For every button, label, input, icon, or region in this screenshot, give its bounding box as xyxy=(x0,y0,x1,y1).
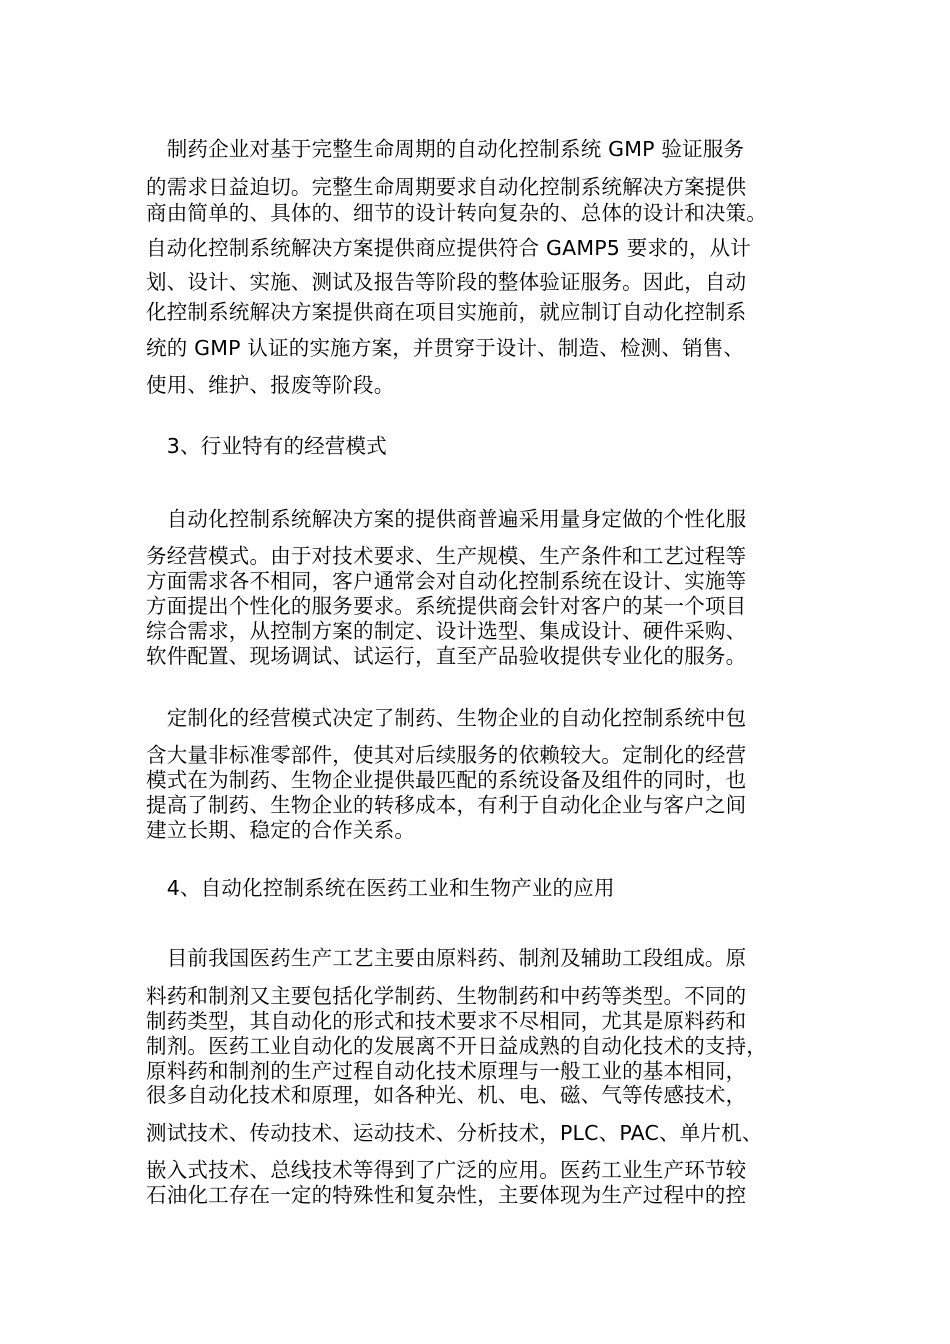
text-line: 模式在为制药、生物企业提供最匹配的系统设备及组件的同时，也 xyxy=(146,768,747,792)
heading-text: 4、自动化控制系统在医药工业和生物产业的应用 xyxy=(146,876,615,900)
text-line: 建立长期、稳定的合作关系。 xyxy=(146,818,416,842)
text-line: 定制化的经营模式决定了制药、生物企业的自动化控制系统中包 xyxy=(146,706,747,730)
text-line: 料药和制剂又主要包括化学制药、生物制药和中药等类型。不同的 xyxy=(146,984,747,1008)
text-line: 制剂。医药工业自动化的发展离不开日益成熟的自动化技术的支持， xyxy=(146,1034,767,1058)
text-line: 石油化工存在一定的特殊性和复杂性，主要体现为生产过程中的控 xyxy=(146,1183,747,1207)
text-line: 统的 GMP 认证的实施方案，并贯穿于设计、制造、检测、销售、 xyxy=(146,336,745,360)
text-line: 的需求日益迫切。完整生命周期要求自动化控制系统解决方案提供 xyxy=(146,175,747,199)
text-line: 务经营模式。由于对技术要求、生产规模、生产条件和工艺过程等 xyxy=(146,544,747,568)
text-line: 目前我国医药生产工艺主要由原料药、制剂及辅助工段组成。原 xyxy=(146,946,747,970)
text-line: 自动化控制系统解决方案的提供商普遍采用量身定做的个性化服 xyxy=(146,507,747,531)
text-line: 方面需求各不相同，客户通常会对自动化控制系统在设计、实施等 xyxy=(146,569,747,593)
text-line: 综合需求，从控制方案的制定、设计选型、集成设计、硬件采购、 xyxy=(146,619,747,643)
text-line: 制药企业对基于完整生命周期的自动化控制系统 GMP 验证服务 xyxy=(146,137,745,161)
text-line: 很多自动化技术和原理，如各种光、机、电、磁、气等传感技术， xyxy=(146,1083,747,1107)
text-line: 商由简单的、具体的、细节的设计转向复杂的、总体的设计和决策。 xyxy=(146,201,767,225)
text-line: 软件配置、现场调试、试运行，直至产品验收提供专业化的服务。 xyxy=(146,644,747,668)
text-line: 提高了制药、生物企业的转移成本，有利于自动化企业与客户之间 xyxy=(146,793,747,817)
text-line: 自动化控制系统解决方案提供商应提供符合 GAMP5 要求的，从计 xyxy=(146,236,751,260)
text-line: 含大量非标准零部件，使其对后续服务的依赖较大。定制化的经营 xyxy=(146,743,747,767)
text-line: 嵌入式技术、总线技术等得到了广泛的应用。医药工业生产环节较 xyxy=(146,1158,747,1182)
text-line: 划、设计、实施、测试及报告等阶段的整体验证服务。因此，自动 xyxy=(146,270,747,294)
heading-text: 3、行业特有的经营模式 xyxy=(146,434,387,458)
text-line: 使用、维护、报废等阶段。 xyxy=(146,373,395,397)
text-line: 测试技术、传动技术、运动技术、分析技术，PLC、PAC、单片机、 xyxy=(146,1121,763,1145)
text-line: 原料药和制剂的生产过程自动化技术原理与一般工业的基本相同， xyxy=(146,1059,747,1083)
text-line: 方面提出个性化的服务要求。系统提供商会针对客户的某一个项目 xyxy=(146,594,747,618)
text-line: 制药类型，其自动化的形式和技术要求不尽相同，尤其是原料药和 xyxy=(146,1009,747,1033)
text-line: 化控制系统解决方案提供商在项目实施前，就应制订自动化控制系 xyxy=(146,300,747,324)
